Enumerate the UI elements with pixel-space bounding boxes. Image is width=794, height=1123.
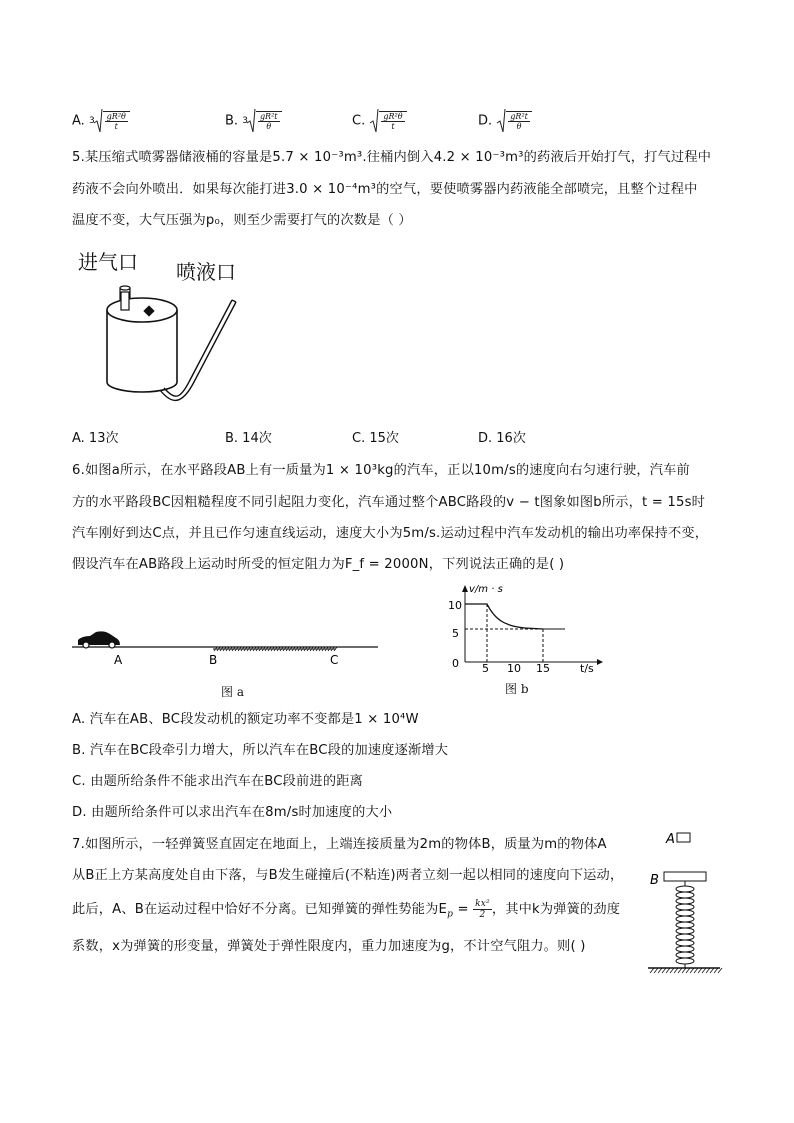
q6-line-1: 6.如图a所示，在水平路段AB上有一质量为1 × 10³kg的汽车，正以10m/s的速度向右匀速行驶，汽车前	[72, 463, 690, 478]
point-a-label: A	[114, 653, 123, 667]
denominator: θ	[516, 122, 522, 131]
q6-line-4: 假设汽车在AB路段上运动时所受的恒定阻力为F_f = 2000N，下列说法正确的是( )	[72, 557, 565, 572]
q6-option-a: A. 汽车在AB、BC段发动机的额定功率不变都是1 × 10⁴W	[72, 712, 419, 727]
q5-option-b: B. 14次	[225, 431, 272, 446]
hatch-mark	[702, 968, 706, 973]
q6-option-d: D. 由题所给条件可以求出汽车在8m/s时加速度的大小	[72, 805, 393, 820]
radical-b	[242, 108, 281, 134]
ep-fraction	[473, 899, 492, 920]
fraction-b	[256, 111, 282, 131]
option-letter: B.	[225, 113, 239, 129]
radical-icon	[496, 108, 506, 134]
fraction-a	[103, 111, 130, 131]
hatch-mark	[686, 968, 690, 973]
figure-b-vt-graph	[425, 580, 605, 675]
q7-line-3-part1: 此后，A、B在运动过程中恰好不分离。已知弹簧的弹性势能为E	[72, 902, 448, 917]
equals-sign: =	[457, 902, 469, 917]
x-tick-10: 10	[507, 662, 521, 675]
hatch-mark	[658, 968, 662, 973]
radical-a	[89, 108, 130, 134]
y-axis-arrow-icon	[462, 585, 468, 592]
block-b-label: B	[650, 873, 659, 888]
q5-option-c: C. 15次	[352, 431, 399, 446]
hatch-mark	[666, 968, 670, 973]
denominator: t	[391, 122, 395, 131]
q6-line-2: 方的水平路段BC因粗糙程度不同引起阻力变化，汽车通过整个ABC路段的v − t图象如图b所示，t = 15s时	[72, 495, 706, 510]
radical-icon	[246, 108, 256, 134]
option-letter: D.	[478, 113, 493, 129]
numerator: gR²t	[510, 112, 528, 121]
outlet-label: 喷液口	[176, 260, 236, 284]
ground-hatch	[650, 968, 722, 973]
y-tick-10: 10	[448, 599, 462, 612]
ep-numerator: kx²	[475, 898, 490, 909]
numerator: gR²t	[259, 112, 278, 121]
option-letter: A.	[72, 113, 85, 129]
hatch-mark	[682, 968, 686, 973]
hatch-mark	[694, 968, 698, 973]
q5-option-a: A. 13次	[72, 431, 119, 446]
x-axis-arrow-icon	[597, 659, 603, 665]
x-tick-15: 15	[536, 662, 550, 675]
figure-a-caption: 图 a	[221, 685, 244, 699]
radical-icon	[369, 108, 379, 134]
spring-coil	[676, 881, 694, 968]
q7-line-2: 从B正上方某高度处自由下落，与B发生碰撞后(不粘连)两者立刻一起以相同的速度向下运动，	[72, 868, 624, 883]
figure-b-caption: 图 b	[505, 682, 529, 696]
block-b	[664, 872, 706, 881]
radical-icon	[93, 108, 103, 134]
x-axis-label: t/s	[580, 662, 594, 675]
q6-option-c: C. 由题所给条件不能求出汽车在BC段前进的距离	[72, 774, 363, 789]
radical-d	[496, 108, 532, 134]
figure-a-road	[72, 620, 382, 680]
q5-line-2: 药液不会向外喷出．如果每次能打进3.0 × 10⁻⁴m³的空气，要使喷雾器内药液能全部喷完，且整个过程中	[72, 182, 698, 197]
numerator: gR²θ	[383, 112, 403, 121]
fraction-d	[506, 111, 532, 131]
hatch-mark	[650, 968, 654, 973]
q7-line-3-part2: ，其中k为弹簧的劲度	[491, 902, 621, 917]
radical-c	[369, 108, 406, 134]
denominator: θ	[266, 122, 272, 131]
y-tick-5: 5	[452, 627, 459, 640]
hatch-mark	[670, 968, 674, 973]
hatch-mark	[698, 968, 702, 973]
hatch-mark	[662, 968, 666, 973]
fraction-c	[379, 111, 406, 131]
numerator: gR²θ	[106, 112, 126, 121]
q7-line-3	[72, 898, 620, 920]
y-tick-0: 0	[452, 657, 459, 670]
sprayer-figure	[100, 270, 250, 410]
q6-line-3: 汽车刚好到达C点，并且已作匀速直线运动，速度大小为5m/s.运动过程中汽车发动机的输出功率保持不变，	[72, 526, 709, 541]
q7-line-1: 7.如图所示，一轻弹簧竖直固定在地面上，上端连接质量为2m的物体B，质量为m的物体A	[72, 837, 607, 852]
q5-option-d: D. 16次	[478, 431, 526, 446]
hatch-mark	[706, 968, 710, 973]
q5-line-1: 5.某压缩式喷雾器储液桶的容量是5.7 × 10⁻³m³.往桶内倒入4.2 × 10⁻³m³的药液后开始打气，打气过程中	[72, 150, 712, 165]
q4-option-d	[478, 108, 532, 134]
block-a-label: A	[666, 832, 675, 847]
hatch-mark	[690, 968, 694, 973]
hatch-mark	[678, 968, 682, 973]
q4-option-b	[225, 108, 282, 134]
hatch-mark	[674, 968, 678, 973]
hatch-mark	[718, 968, 722, 973]
block-a	[677, 833, 690, 842]
q4-option-a	[72, 108, 130, 134]
y-axis-label: v/m · s	[469, 584, 503, 595]
q5-line-3: 温度不变，大气压强为p₀，则至少需要打气的次数是（ ）	[72, 213, 412, 228]
q6-option-b: B. 汽车在BC段牵引力增大，所以汽车在BC段的加速度逐渐增大	[72, 743, 449, 758]
spring-figure	[640, 826, 730, 976]
hatch-mark	[714, 968, 718, 973]
ep-denominator: 2	[479, 909, 486, 920]
option-letter: C.	[352, 113, 366, 129]
hatch-mark	[710, 968, 714, 973]
point-b-label: B	[209, 653, 218, 667]
root-index: 3	[242, 116, 248, 126]
car-icon	[78, 631, 120, 648]
denominator: t	[114, 122, 118, 131]
inlet-label: 进气口	[78, 250, 138, 274]
root-index: 3	[88, 116, 95, 126]
hatch-mark	[654, 968, 658, 973]
q4-option-c	[352, 108, 407, 134]
q7-line-4: 系数，x为弹簧的形变量，弹簧处于弹性限度内，重力加速度为g，不计空气阻力。则( )	[72, 939, 586, 954]
ep-subscript: p	[447, 909, 454, 920]
vt-curve	[465, 604, 543, 629]
point-c-label: C	[330, 653, 339, 667]
x-tick-5: 5	[482, 662, 489, 675]
